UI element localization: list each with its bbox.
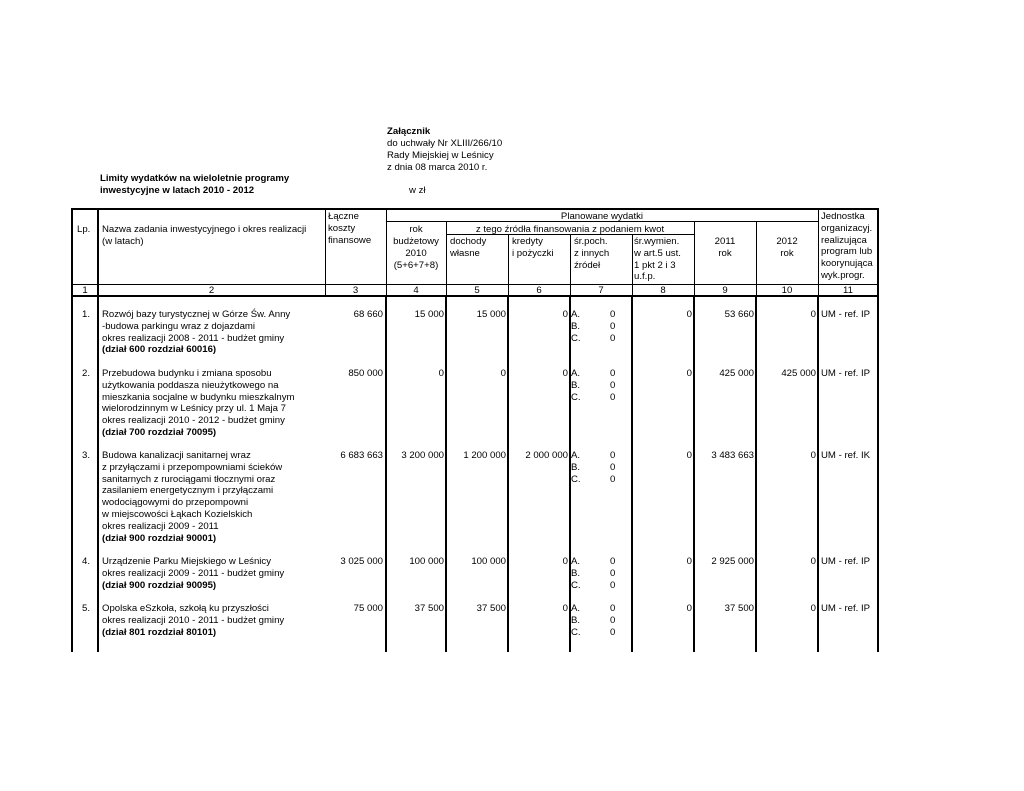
header-year-2012: 2012 rok bbox=[776, 236, 798, 259]
row-total-cost: 850 000 bbox=[348, 368, 383, 379]
row-2011: 37 500 bbox=[724, 603, 754, 614]
row-org-unit: UM - ref. IK bbox=[821, 450, 871, 461]
header-planned-expenses: Planowane wydatki bbox=[560, 211, 644, 222]
row-2012: 0 bbox=[810, 450, 816, 461]
row-budget: 0 bbox=[438, 368, 444, 379]
document-title-line1: Limity wydatków na wieloletnie programy bbox=[100, 173, 290, 184]
row-credits: 0 bbox=[562, 368, 568, 379]
row-source-letters: A. B. C. bbox=[571, 450, 581, 485]
header-lp: Lp. bbox=[77, 224, 91, 235]
row-2011: 425 000 bbox=[719, 368, 754, 379]
row-own-income: 100 000 bbox=[471, 556, 506, 567]
row-source-letters: A. B. C. bbox=[571, 603, 581, 638]
row-budget: 15 000 bbox=[414, 309, 444, 320]
header-credits-loans: kredyty i pożyczki bbox=[512, 236, 554, 259]
row-source-values: 0 0 0 bbox=[610, 450, 616, 485]
row-2011: 53 660 bbox=[724, 309, 754, 320]
row-source-values: 0 0 0 bbox=[610, 603, 616, 638]
column-number: 1 bbox=[82, 285, 88, 296]
attachment-title: Załącznik bbox=[387, 126, 431, 137]
row-task-name: Przebudowa budynku i zmiana sposobu użytkowania poddasza nieużytkowego na mieszkania socjalne w budynku mieszkalnym wielorodzinnym w Leśnicy przy ul. 1 Maja 7 okres realizacji 2010 - 2012 - budżet gminy (dział 700 rozdział 70095) bbox=[102, 368, 295, 438]
row-source-letters: A. B. C. bbox=[571, 368, 581, 403]
header-task-name: Nazwa zadania inwestycyjnego i okres realizacji (w latach) bbox=[102, 224, 307, 247]
header-other-sources: śr.poch. z innych źródeł bbox=[574, 236, 610, 271]
row-task-name: Rozwój bazy turystycznej w Górze Św. Anny -budowa parkingu wraz z dojazdami okres realizacji 2008 - 2011 - budżet gminy (dział 600 rozdział 60016) bbox=[102, 309, 291, 356]
row-org-unit: UM - ref. IP bbox=[821, 309, 871, 320]
row-2011: 2 925 000 bbox=[711, 556, 754, 567]
column-number: 4 bbox=[413, 285, 419, 296]
attachment-resolution: do uchwały Nr XLIII/266/10 bbox=[387, 138, 503, 149]
row-2011: 3 483 663 bbox=[711, 450, 754, 461]
header-own-income: dochody własne bbox=[450, 236, 487, 259]
row-budget: 100 000 bbox=[409, 556, 444, 567]
row-total-cost: 3 025 000 bbox=[340, 556, 383, 567]
currency-unit: w zł bbox=[409, 185, 426, 196]
row-task-name: Budowa kanalizacji sanitarnej wraz z przyłączami i przepompowniami ścieków sanitarnych z rurociągami tłocznymi oraz zasilaniem energetycznym i przyłączami wodociągowymi do przepompowni w miejscowości Łąkach Kozielskich okres realizacji 2009 - 2011 (dział 900 rozdział 90001) bbox=[102, 450, 283, 544]
column-number: 8 bbox=[660, 285, 666, 296]
row-task-name: Urządzenie Parku Miejskiego w Leśnicy okres realizacji 2009 - 2011 - budżet gminy (dział 900 rozdział 90095) bbox=[102, 556, 285, 591]
row-2012: 0 bbox=[810, 603, 816, 614]
column-number: 10 bbox=[781, 285, 793, 296]
row-org-unit: UM - ref. IP bbox=[821, 556, 871, 567]
row-lp: 1. bbox=[82, 309, 91, 320]
row-art5: 0 bbox=[686, 368, 692, 379]
column-number: 11 bbox=[843, 285, 853, 296]
row-art5: 0 bbox=[686, 556, 692, 567]
document-title-line2: inwestycyjne w latach 2010 - 2012 bbox=[100, 185, 255, 196]
column-number: 9 bbox=[722, 285, 728, 296]
column-number: 3 bbox=[352, 285, 359, 296]
row-source-values: 0 0 0 bbox=[610, 556, 616, 591]
row-source-values: 0 0 0 bbox=[610, 309, 616, 344]
row-org-unit: UM - ref. IP bbox=[821, 368, 871, 379]
row-source-values: 0 0 0 bbox=[610, 368, 616, 403]
row-lp: 2. bbox=[82, 368, 91, 379]
row-task-name: Opolska eSzkoła, szkołą ku przyszłości okres realizacji 2010 - 2011 - budżet gminy (dział 801 rozdział 80101) bbox=[102, 603, 285, 638]
row-2012: 425 000 bbox=[781, 368, 816, 379]
row-art5: 0 bbox=[686, 450, 692, 461]
row-total-cost: 6 683 663 bbox=[340, 450, 383, 461]
row-own-income: 37 500 bbox=[476, 603, 506, 614]
row-own-income: 1 200 000 bbox=[463, 450, 506, 461]
header-year: rok bbox=[409, 224, 423, 235]
row-budget: 3 200 000 bbox=[401, 450, 444, 461]
row-own-income: 0 bbox=[500, 368, 506, 379]
header-budget-2010: budżetowy 2010 (5+6+7+8) bbox=[393, 236, 439, 271]
column-number: 5 bbox=[474, 285, 480, 296]
row-source-letters: A. B. C. bbox=[571, 556, 581, 591]
row-2012: 0 bbox=[810, 309, 816, 320]
attachment-council: Rady Miejskiej w Leśnicy bbox=[387, 150, 494, 161]
row-total-cost: 75 000 bbox=[353, 603, 383, 614]
row-source-letters: A. B. C. bbox=[571, 309, 581, 344]
row-lp: 4. bbox=[82, 556, 91, 567]
row-art5: 0 bbox=[686, 309, 692, 320]
column-number: 7 bbox=[598, 285, 604, 296]
row-total-cost: 68 660 bbox=[353, 309, 383, 320]
row-credits: 0 bbox=[562, 603, 568, 614]
row-credits: 0 bbox=[562, 309, 568, 320]
column-number: 2 bbox=[208, 285, 215, 296]
row-art5: 0 bbox=[686, 603, 692, 614]
row-2012: 0 bbox=[810, 556, 816, 567]
header-organizational-unit: Jednostka organizacyj. realizująca program lub koorynująca wyk.progr. bbox=[821, 211, 873, 281]
column-number: 6 bbox=[536, 285, 542, 296]
row-budget: 37 500 bbox=[414, 603, 444, 614]
header-art5-funds: śr.wymien. w art.5 ust. 1 pkt 2 i 3 u.f.p. bbox=[634, 236, 681, 283]
row-credits: 0 bbox=[562, 556, 568, 567]
attachment-date: z dnia 08 marca 2010 r. bbox=[387, 162, 488, 173]
header-funding-sources: z tego źródła finansowania z podaniem kwot bbox=[475, 224, 665, 235]
header-total-costs: Łączne koszty finansowe bbox=[328, 211, 372, 246]
row-lp: 3. bbox=[82, 450, 91, 461]
row-own-income: 15 000 bbox=[476, 309, 506, 320]
row-credits: 2 000 000 bbox=[525, 450, 568, 461]
row-org-unit: UM - ref. IP bbox=[821, 603, 871, 614]
header-year-2011: 2011 rok bbox=[714, 236, 736, 259]
row-lp: 5. bbox=[82, 603, 91, 614]
